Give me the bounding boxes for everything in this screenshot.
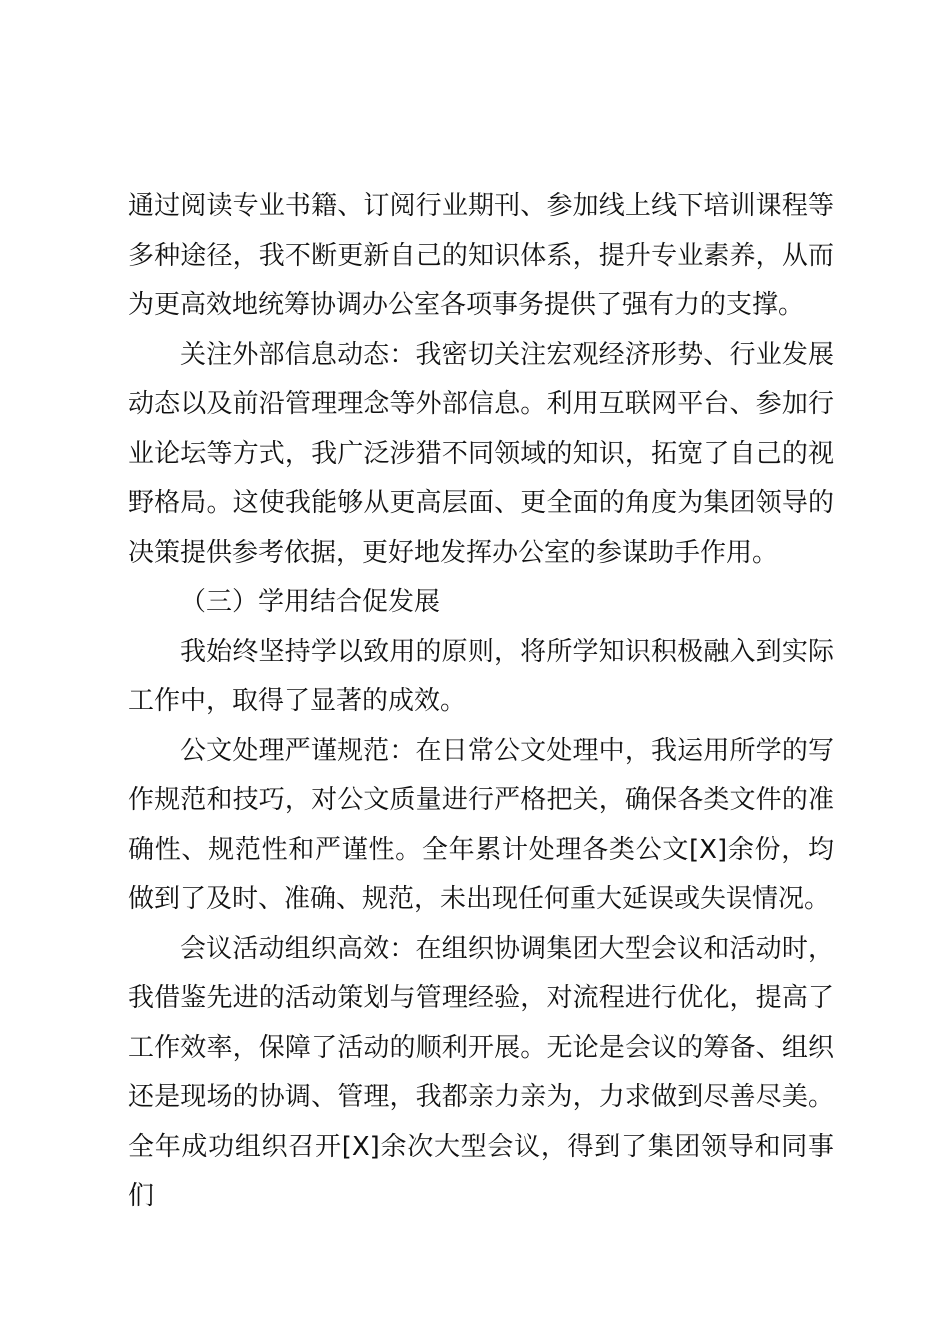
paragraph-meeting-organization: 会议活动组织高效：在组织协调集团大型会议和活动时，我借鉴先进的活动策划与管理经验，对流程进行优化，提高了工作效率，保障了活动的顺利开展。无论是会议的筹备、组织还是现场的协调、管理，我都亲力亲为，力求做到尽善尽美。全年成功组织召开[X]余次大型会议，得到了集团领导和同事们 — [128, 933, 834, 1211]
paragraph-learning-application: 我始终坚持学以致用的原则，将所学知识积极融入到实际工作中，取得了显著的成效。 — [128, 636, 834, 716]
paragraph-external-information: 关注外部信息动态：我密切关注宏观经济形势、行业发展动态以及前沿管理理念等外部信息。利用互联网平台、参加行业论坛等方式，我广泛涉猎不同领域的知识，拓宽了自己的视野格局。这使我能够从更高层面、更全面的角度为集团领导的决策提供参考依据，更好地发挥办公室的参谋助手作用。 — [128, 339, 834, 568]
section-heading-study-application: （三）学用结合促发展 — [180, 587, 441, 617]
paragraph-document-processing: 公文处理严谨规范：在日常公文处理中，我运用所学的写作规范和技巧，对公文质量进行严格把关，确保各类文件的准确性、规范性和严谨性。全年累计处理各类公文[X]余份，均做到了及时、准确、规范，未出现任何重大延误或失误情况。 — [128, 735, 834, 914]
document-body — [128, 182, 834, 1222]
paragraph-continued-study-methods: 通过阅读专业书籍、订阅行业期刊、参加线上线下培训课程等多种途径，我不断更新自己的知识体系，提升专业素养，从而为更高效地统筹协调办公室各项事务提供了强有力的支撑。 — [128, 191, 834, 320]
